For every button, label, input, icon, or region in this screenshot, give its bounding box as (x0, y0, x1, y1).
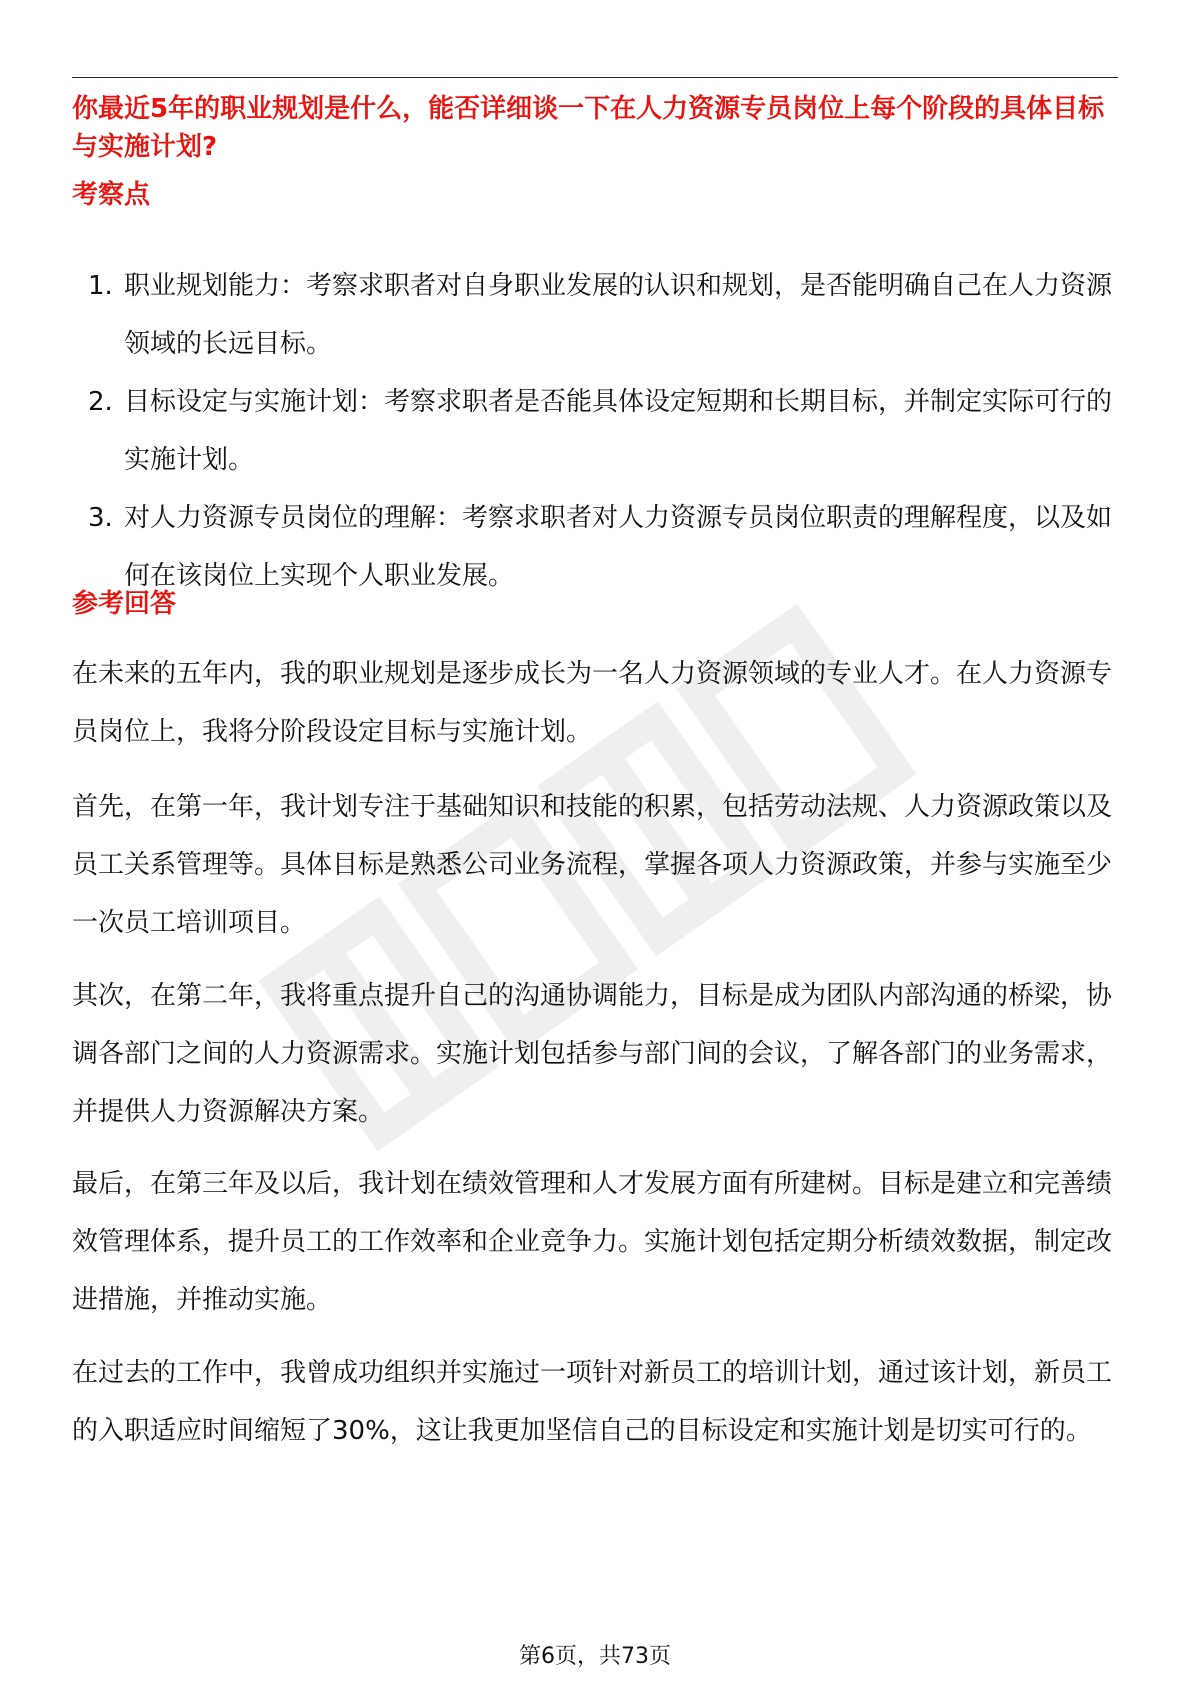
list-text: 目标设定与实施计划：考察求职者是否能具体设定短期和长期目标，并制定实际可行的实施计划。 (124, 387, 1113, 475)
document-page (72, 0, 1118, 1684)
section-heading-reference-answer: 参考回答 (72, 589, 177, 619)
list-item (72, 373, 1118, 489)
answer-paragraph: 在未来的五年内，我的职业规划是逐步成长为一名人力资源领域的专业人才。在人力资源专员岗位上，我将分阶段设定目标与实施计划。 (72, 659, 1113, 747)
exam-points-list (72, 257, 1118, 605)
question-title: 你最近5年的职业规划是什么，能否详细谈一下在人力资源专员岗位上每个阶段的具体目标与实施计划? (72, 94, 1105, 162)
section-heading-exam-points: 考察点 (72, 180, 151, 210)
answer-paragraph: 最后，在第三年及以后，我计划在绩效管理和人才发展方面有所建树。目标是建立和完善绩效管理体系，提升员工的工作效率和企业竞争力。实施计划包括定期分析绩效数据，制定改进措施，并推动实施。 (72, 1169, 1113, 1315)
answer-paragraph: 在过去的工作中，我曾成功组织并实施过一项针对新员工的培训计划，通过该计划，新员工的入职适应时间缩短了30%，这让我更加坚信自己的目标设定和实施计划是切实可行的。 (72, 1358, 1113, 1446)
top-rule (72, 77, 1118, 78)
list-item (72, 489, 1118, 605)
answer-paragraph: 其次，在第二年，我将重点提升自己的沟通协调能力，目标是成为团队内部沟通的桥梁，协调各部门之间的人力资源需求。实施计划包括参与部门间的会议，了解各部门的业务需求，并提供人力资源解决方案。 (72, 981, 1113, 1127)
list-number: 1. (88, 271, 113, 301)
list-number: 2. (88, 387, 113, 417)
answer-paragraph: 首先，在第一年，我计划专注于基础知识和技能的积累，包括劳动法规、人力资源政策以及员工关系管理等。具体目标是熟悉公司业务流程，掌握各项人力资源政策，并参与实施至少一次员工培训项目。 (72, 792, 1113, 938)
list-number: 3. (88, 503, 113, 533)
list-text: 对人力资源专员岗位的理解：考察求职者对人力资源专员岗位职责的理解程度，以及如何在该岗位上实现个人职业发展。 (124, 503, 1113, 591)
list-item (72, 257, 1118, 373)
list-text: 职业规划能力：考察求职者对自身职业发展的认识和规划，是否能明确自己在人力资源领域的长远目标。 (124, 271, 1113, 359)
page-footer: 第6页，共73页 (519, 1644, 671, 1669)
